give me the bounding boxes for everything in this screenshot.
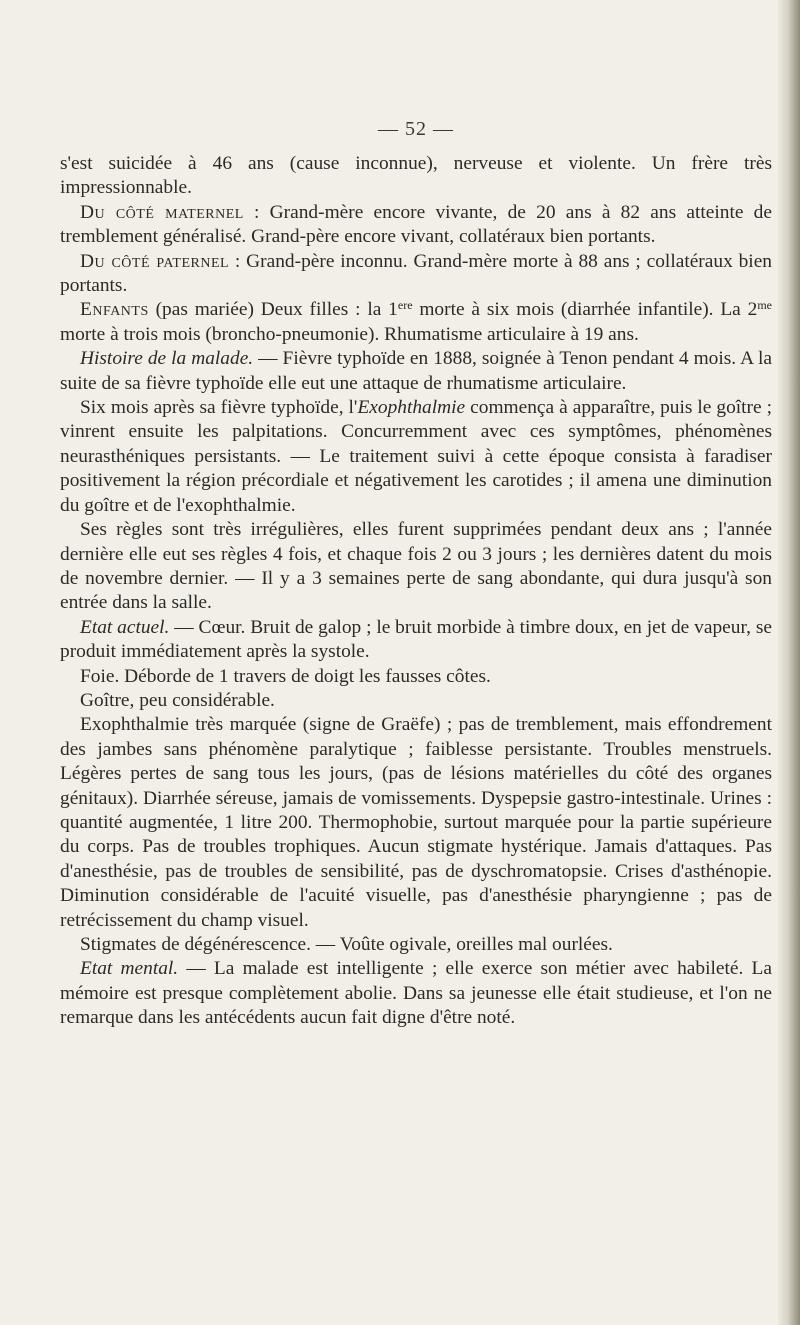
emphasis-term: Exophthalmie [357,397,466,419]
paragraph-family-sibling: s'est suicidée à 46 ans (cause inconnue), nerveuse et violente. Un frère très impressionnable. [60,153,772,199]
paragraph-stigmata: Stigmates de dégénérescence. — Voûte ogivale, oreilles mal ourlées. [80,934,613,955]
paragraph-goitre: Goître, peu considérable. [80,689,275,711]
paragraph-text: — Fièvre typhoïde en 1888, soignée à Tenon pendant 4 mois. A la suite de sa fièvre typhoïde elle eut une attaque de rhumatisme articulaire. [60,348,772,394]
paragraph-text: — Cœur. Bruit de galop ; le bruit morbide à timbre doux, en jet de vapeur, se produit immédiatement après la systole. [60,616,772,663]
page-edge-shadow [778,0,800,1325]
paragraph-text: (pas mariée) Deux filles : la 1 [148,299,398,321]
section-heading-mental-state: Etat mental. [80,958,179,980]
paragraph-current-state [60,616,772,665]
section-lead-children: Enfants [80,299,149,321]
paragraph-maternal-side [60,201,772,250]
paragraph-text: : Grand-père inconnu. Grand-mère morte à 88 ans ; collatéraux bien portants. [60,250,772,297]
paragraph-liver: Foie. Déborde de 1 travers de doigt les fausses côtes. [80,665,491,687]
paragraph-mental-state [60,957,772,1030]
section-lead-maternal: Du côté maternel [80,201,244,223]
section-lead-paternal: Du côté paternel [80,250,230,272]
section-heading-current-state: Etat actuel. [80,616,170,638]
paragraph-menstruation: Ses règles sont très irrégulières, elles furent supprimées pendant deux ans ; l'année dernière elle eut ses règles 4 fois, et chaque fois 2 ou 3 jours ; les dernières datent du mois de novembre dernier. — Il y a 3 semaines perte de sang abondante, qui dura jusqu'à son entrée dans la salle. [60,519,772,614]
paragraph-patient-history [60,347,772,396]
paragraph-text: morte à six mois (diarrhée infantile). La 2 [412,299,758,321]
paragraph-text: morte à trois mois (broncho-pneumonie). Rhumatisme articulaire à 19 ans. [60,323,639,345]
paragraph-exophthalmia-onset [60,396,772,518]
paragraph-symptoms: Exophthalmie très marquée (signe de Graëfe) ; pas de tremblement, mais effondrement des jambes sans phénomène paralytique ; faiblesse persistante. Troubles menstruels. Légères pertes de sang tous les jours, (pas de lésions matérielles du côté des organes génitaux). Diarrhée séreuse, jamais de vomissements. Dyspepsie gastro-intestinale. Urines : quantité augmentée, 1 litre 200. Thermophobie, surtout marquée pour la partie supérieure du corps. Pas de troubles trophiques. Aucun stigmate hystérique. Jamais d'attaques. Pas d'anesthésie, pas de troubles de sensibilité, pas de dyschromatopsie. Crises d'asthénopie. Diminution considérable de l'acuité visuelle, pas d'anesthésie pharyngienne ; pas de retrécissement du champ visuel. [60,714,772,931]
book-page [60,0,772,1325]
paragraph-text: commença à apparaître, puis le goître ; vinrent ensuite les palpitations. Concurremment avec ces symptômes, phénomènes neurasthéniques persistants. — Le traitement suivi à cette époque consista à faradiser positivement la région précordiale et négativement les carotides ; il amena une diminution du goître et de l'exophthalmie. [60,397,773,516]
paragraph-text: : Grand-mère encore vivante, de 20 ans à 82 ans atteinte de tremblement généralisé. Grand-père encore vivant, collatéraux bien portants. [60,201,772,248]
section-heading-history: Histoire de la malade. [80,348,254,370]
page-number: — 52 — [378,118,454,140]
paragraph-paternal-side [60,250,772,299]
ordinal-superscript: ere [397,298,413,313]
paragraph-text: — La malade est intelligente ; elle exerce son métier avec habileté. La mémoire est presque complètement abolie. Dans sa jeunesse elle était studieuse, et l'on ne remarque dans les antécédents aucun fait digne d'être noté. [60,958,772,1029]
body-text [60,152,772,1031]
ordinal-superscript: me [757,298,772,313]
paragraph-text: Six mois après sa fièvre typhoïde, l' [80,397,358,419]
paragraph-children [60,298,772,347]
